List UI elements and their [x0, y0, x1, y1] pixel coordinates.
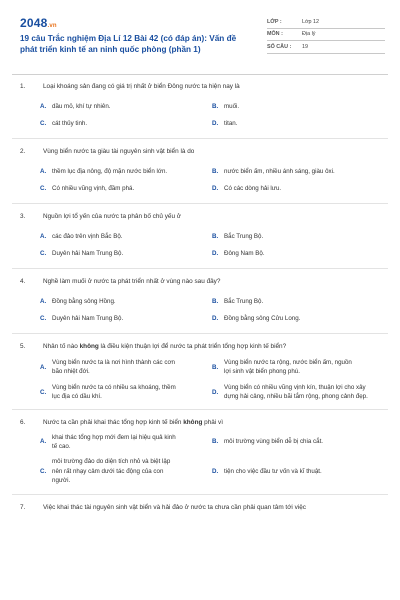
meta-label: MÔN :	[267, 31, 283, 38]
options-grid	[20, 433, 380, 486]
question-text: Nguồn lợi tổ yến của nước ta phân bố chủ yếu ở	[43, 213, 182, 220]
question-6	[20, 418, 380, 486]
question-emphasis: không	[183, 418, 203, 426]
option-d[interactable]: D. Đông Nam Bộ.	[212, 250, 265, 258]
question-number: 7.	[20, 503, 26, 511]
meta-value[interactable]: Lớp 12	[302, 18, 320, 25]
meta-label: LỚP :	[267, 18, 282, 25]
question-number: 3.	[20, 213, 26, 220]
question-text: Loại khoáng sản đang có giá trị nhất ở biển Đông nước ta hiện nay là	[43, 83, 240, 90]
question-divider	[12, 268, 388, 269]
document-meta	[267, 16, 385, 54]
question-text-end: là điều kiện thuận lợi để nước ta phát triển tổng hợp kinh tế biển?	[98, 343, 287, 350]
question-number: 1.	[20, 83, 26, 90]
option-b[interactable]: B. Bắc Trung Bộ.	[212, 233, 264, 241]
options-grid	[20, 358, 380, 402]
option-b[interactable]: B. Bắc Trung Bộ.	[212, 298, 264, 306]
option-a[interactable]: A. các đảo trên vịnh Bắc Bộ.	[40, 233, 123, 241]
option-b[interactable]: B. muối.	[212, 103, 240, 111]
meta-row-class	[267, 16, 385, 29]
option-c[interactable]: C. cát thủy tinh.	[40, 120, 88, 128]
meta-row-subject	[267, 29, 385, 42]
question-number: 4.	[20, 278, 26, 285]
option-d[interactable]: D. Đồng bằng sông Cửu Long.	[212, 315, 301, 323]
question-text-start: Nhân tố nào	[43, 343, 80, 350]
question-3	[20, 212, 380, 260]
option-a[interactable]: A. Vùng biển nước ta là nơi hình thành các cơn bão nhiệt đới.	[40, 359, 175, 376]
option-d[interactable]: D. Có các dòng hải lưu.	[212, 185, 282, 193]
question-divider	[12, 409, 388, 410]
meta-label: SỐ CÂU :	[267, 43, 292, 50]
question-text: Nghề làm muối ở nước ta phát triển nhất ở vùng nào sau đây?	[43, 278, 221, 285]
question-number: 2.	[20, 148, 26, 155]
options-grid	[20, 296, 380, 325]
option-c[interactable]: C. Duyên hải Nam Trung Bộ.	[40, 315, 124, 323]
option-d[interactable]: D. titan.	[212, 120, 238, 128]
meta-row-count	[267, 41, 385, 54]
question-text-start: Nước ta cần phải khai thác tổng hợp kinh tế biển	[43, 418, 184, 426]
question-text: Việc khai thác tài nguyên sinh vật biển và hải đảo ở nước ta chưa cần phải quan tâm tới việc	[43, 503, 306, 511]
question-number: 6.	[20, 418, 26, 426]
question-5	[20, 342, 380, 402]
option-d[interactable]: D. Vùng biển có nhiều vũng vịnh kín, thuận lợi cho xây dựng hải cảng, nhiều bãi tắm rộng, phong cảnh đẹp.	[212, 383, 368, 401]
option-c[interactable]: C. Vùng biển nước ta có nhiều sa khoáng, thềm lục địa có dầu khí.	[40, 383, 176, 401]
option-b[interactable]: B. nước biển ấm, nhiều ánh sáng, giàu ôxi.	[212, 168, 335, 176]
header-divider	[12, 74, 388, 75]
site-logo[interactable]: 2048.vn	[20, 16, 57, 30]
meta-value[interactable]: Địa lý	[302, 31, 316, 38]
option-a[interactable]: A. Đồng bằng sông Hồng.	[40, 298, 116, 306]
question-divider	[12, 333, 388, 334]
option-b[interactable]: B. môi trường vùng biển dễ bị chia cắt.	[212, 438, 324, 446]
question-divider	[12, 203, 388, 204]
option-c[interactable]: C. môi trường đảo do diện tích nhỏ và biệt lập nên rất nhạy cảm dưới tác động của con người.	[40, 458, 171, 485]
question-text-end: phải vì	[202, 418, 223, 426]
question-list	[20, 78, 380, 512]
option-d[interactable]: D. tiện cho việc đầu tư vốn và kĩ thuật.	[212, 467, 322, 475]
meta-value: 19	[302, 43, 308, 50]
question-number: 5.	[20, 343, 26, 350]
question-2	[20, 147, 380, 195]
option-a[interactable]: A. thềm lục địa nông, độ mặn nước biển lớn.	[40, 168, 168, 176]
question-4	[20, 277, 380, 325]
question-text: Vùng biển nước ta giàu tài nguyên sinh vật biển là do	[43, 148, 195, 155]
options-grid	[20, 101, 380, 130]
option-a[interactable]: A. khai thác tổng hợp mới đem lại hiệu quả kinh tế cao.	[40, 433, 176, 451]
option-c[interactable]: C. Có nhiều vũng vịnh, đầm phá.	[40, 185, 135, 193]
question-divider	[12, 494, 388, 495]
option-a[interactable]: A. dầu mỏ, khí tự nhiên.	[40, 103, 111, 111]
document-header	[20, 16, 380, 66]
question-7	[20, 503, 380, 512]
option-b[interactable]: B. Vùng biển nước ta rộng, nước biển ấm, nguồn lợi sinh vật biển phong phú.	[212, 359, 352, 376]
question-divider	[12, 138, 388, 139]
option-c[interactable]: C. Duyên hải Nam Trung Bộ.	[40, 250, 124, 258]
question-1	[20, 82, 380, 130]
options-grid	[20, 166, 380, 195]
document-title: 19 câu Trắc nghiệm Địa Lí 12 Bài 42 (có đáp án): Vấn đề phát triển kinh tế an ninh quốc phòng (phần 1)	[20, 34, 237, 54]
question-emphasis: không	[79, 343, 99, 350]
options-grid	[20, 231, 380, 260]
